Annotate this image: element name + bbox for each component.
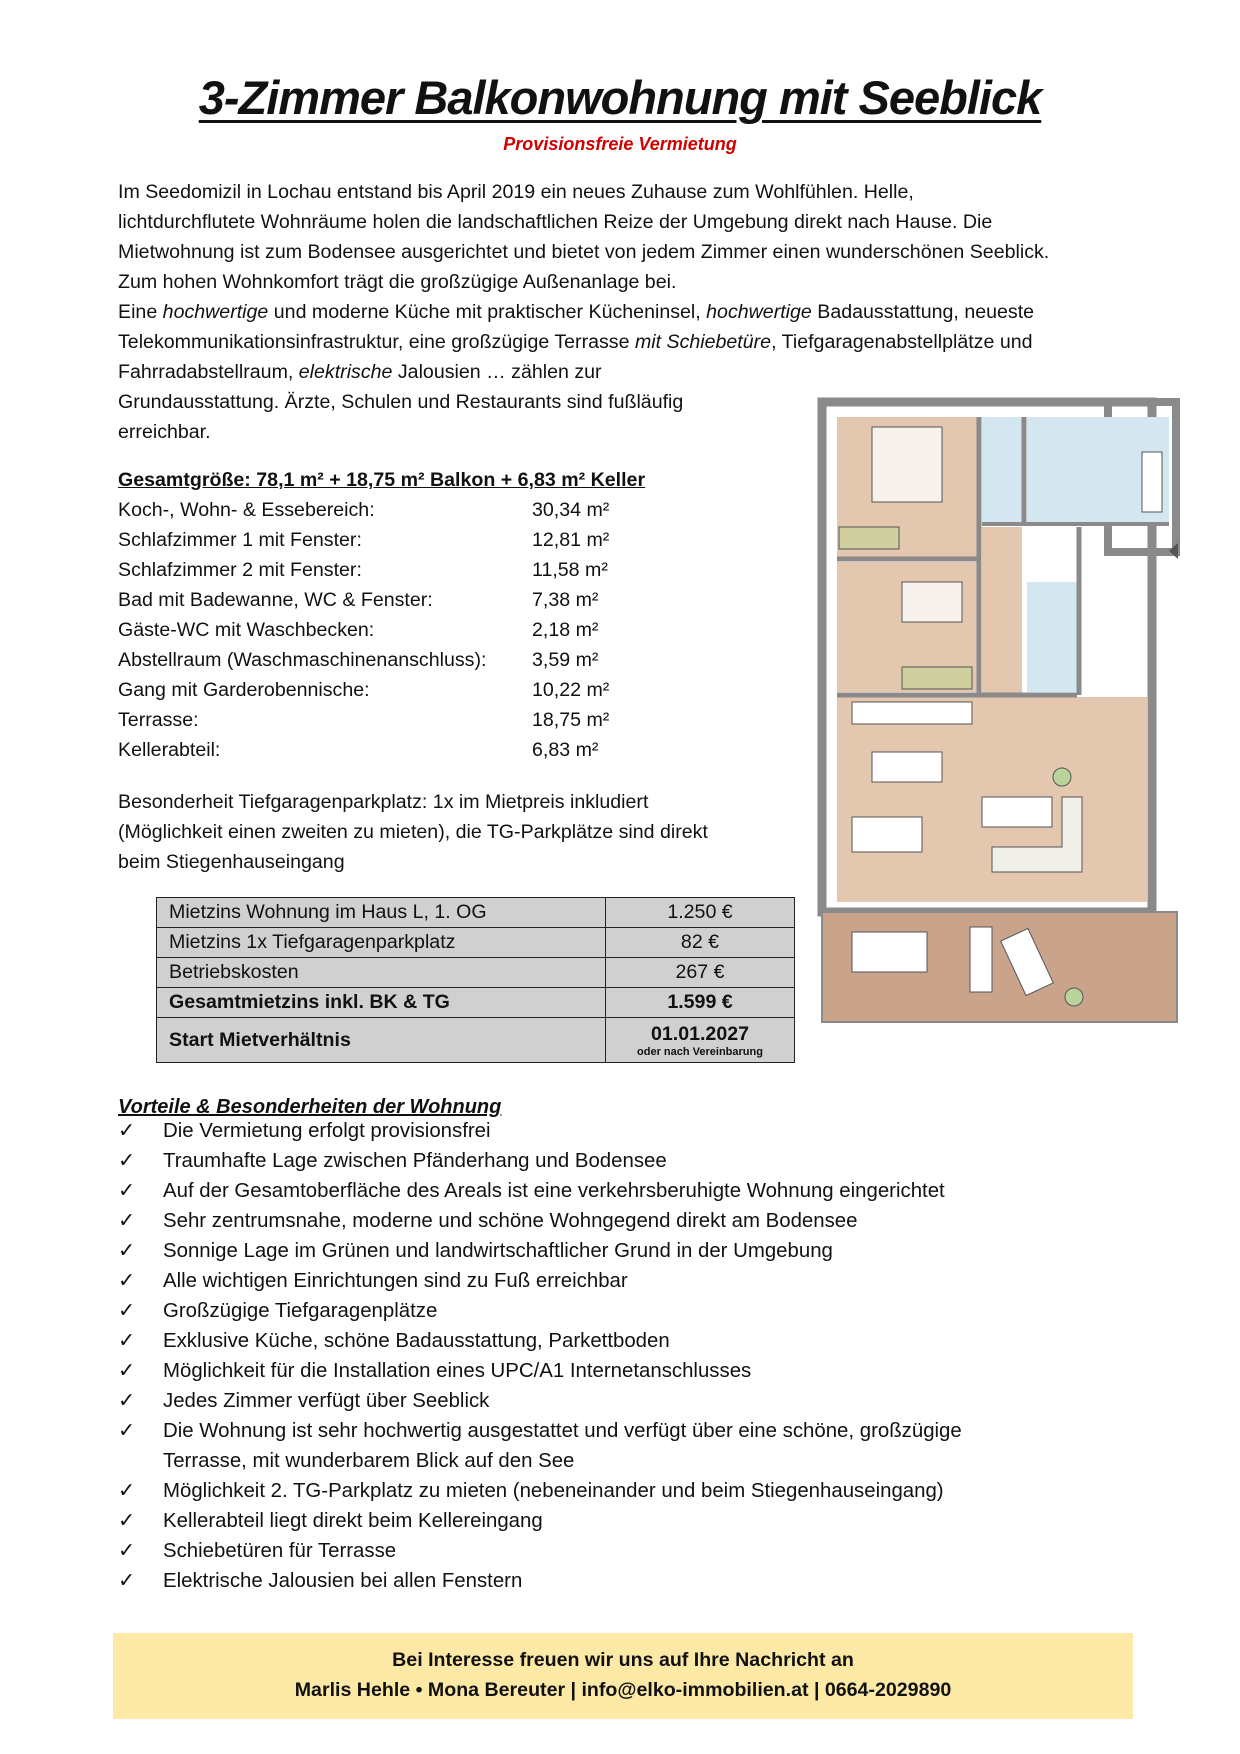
advantage-text: Sonnige Lage im Grünen und landwirtschaftlicher Grund in der Umgebung	[163, 1240, 833, 1262]
table-row	[157, 988, 795, 1018]
check-icon: ✓	[118, 1270, 136, 1292]
room-label: Gang mit Garderobennische:	[118, 679, 370, 701]
advantage-text: Alle wichtigen Einrichtungen sind zu Fuß erreichbar	[163, 1270, 628, 1292]
guest-wc	[982, 417, 1022, 522]
advantage-text: Die Vermietung erfolgt provisionsfrei	[163, 1120, 491, 1142]
parking-note-line: beim Stiegenhauseingang	[118, 851, 345, 873]
check-icon: ✓	[118, 1540, 136, 1562]
rent-label: Betriebskosten	[157, 958, 606, 988]
start-date: 01.01.2027	[650, 1022, 750, 1045]
room-area: 30,34 m²	[532, 499, 610, 521]
check-icon: ✓	[118, 1360, 136, 1382]
check-icon: ✓	[118, 1240, 136, 1262]
rent-start-label: Start Mietverhältnis	[157, 1018, 606, 1063]
rent-table	[156, 897, 795, 1063]
check-icon: ✓	[118, 1180, 136, 1202]
table-row	[157, 928, 795, 958]
advantage-text: Großzügige Tiefgaragenplätze	[163, 1300, 438, 1322]
room-area: 7,38 m²	[532, 589, 599, 611]
parking-note-line: (Möglichkeit einen zweiten zu mieten), die TG-Parkplätze sind direkt	[118, 821, 708, 843]
advantage-text: Exklusive Küche, schöne Badausstattung, Parkettboden	[163, 1330, 670, 1352]
contact-line: Bei Interesse freuen wir uns auf Ihre Nachricht an	[392, 1649, 854, 1671]
advantage-text: Möglichkeit 2. TG-Parkplatz zu mieten (nebeneinander und beim Stiegenhauseingang)	[163, 1480, 944, 1502]
check-icon: ✓	[118, 1150, 136, 1172]
rent-value: 1.250 €	[606, 898, 795, 928]
storage-room	[1027, 582, 1077, 692]
parking-note-line: Besonderheit Tiefgaragenparkplatz: 1x im Mietpreis inkludiert	[118, 791, 649, 813]
room-area: 12,81 m²	[532, 529, 610, 551]
room-label: Kellerabteil:	[118, 739, 221, 761]
check-icon: ✓	[118, 1300, 136, 1322]
room-area: 10,22 m²	[532, 679, 610, 701]
room-label: Schlafzimmer 1 mit Fenster:	[118, 529, 362, 551]
room-label: Abstellraum (Waschmaschinenanschluss):	[118, 649, 487, 671]
advantage-text: Elektrische Jalousien bei allen Fenstern	[163, 1570, 523, 1592]
intro-line: Fahrradabstellraum, elektrische Jalousien … zählen zur	[118, 361, 602, 383]
check-icon: ✓	[118, 1480, 136, 1502]
advantages-heading: Vorteile & Besonderheiten der Wohnung	[118, 1096, 502, 1118]
advantage-text: Schiebetüren für Terrasse	[163, 1540, 397, 1562]
advantage-text: Jedes Zimmer verfügt über Seeblick	[163, 1390, 490, 1412]
floor-plan-image	[812, 397, 1185, 1026]
rent-label: Mietzins Wohnung im Haus L, 1. OG	[157, 898, 606, 928]
hallway	[982, 527, 1022, 697]
check-icon: ✓	[118, 1510, 136, 1532]
intro-line: Eine hochwertige und moderne Küche mit praktischer Kücheninsel, hochwertige Badausstattung, neueste	[118, 301, 1035, 323]
intro-line: Mietwohnung ist zum Bodensee ausgerichtet und bietet von jedem Zimmer einen wunderschönen Seeblick.	[118, 241, 1050, 263]
check-icon: ✓	[118, 1210, 136, 1232]
room-label: Schlafzimmer 2 mit Fenster:	[118, 559, 362, 581]
advantage-text: Die Wohnung ist sehr hochwertig ausgestattet und verfügt über eine schöne, großzügige	[163, 1420, 962, 1442]
advantage-text: Möglichkeit für die Installation eines UPC/A1 Internetanschlusses	[163, 1360, 752, 1382]
advantage-text: Terrasse, mit wunderbarem Blick auf den See	[163, 1450, 575, 1472]
check-icon: ✓	[118, 1420, 136, 1442]
rent-label: Mietzins 1x Tiefgaragenparkplatz	[157, 928, 606, 958]
room-area: 6,83 m²	[532, 739, 599, 761]
table-row	[157, 1018, 795, 1063]
table-row	[157, 958, 795, 988]
rent-start-value	[606, 1018, 795, 1063]
advantage-text: Sehr zentrumsnahe, moderne und schöne Wohngegend direkt am Bodensee	[163, 1210, 858, 1232]
start-date-note: oder nach Vereinbarung	[637, 1045, 763, 1058]
room-label: Bad mit Badewanne, WC & Fenster:	[118, 589, 433, 611]
intro-line: Telekommunikationsinfrastruktur, eine großzügige Terrasse mit Schiebetüre, Tiefgaragenabstellplätze und	[118, 331, 1033, 353]
room-label: Gäste-WC mit Waschbecken:	[118, 619, 375, 641]
advantage-text: Auf der Gesamtoberfläche des Areals ist eine verkehrsberuhigte Wohnung eingerichtet	[163, 1180, 945, 1202]
intro-line: erreichbar.	[118, 421, 211, 443]
check-icon: ✓	[118, 1570, 136, 1592]
advantage-text: Traumhafte Lage zwischen Pfänderhang und Bodensee	[163, 1150, 667, 1172]
room-area: 11,58 m²	[532, 559, 608, 581]
parking-note	[118, 787, 798, 877]
intro-line: Zum hohen Wohnkomfort trägt die großzügige Außenanlage bei.	[118, 271, 677, 293]
rent-total-value: 1.599 €	[606, 988, 795, 1018]
table-row	[157, 898, 795, 928]
advantage-text: Kellerabteil liegt direkt beim Kellereingang	[163, 1510, 543, 1532]
intro-line: Im Seedomizil in Lochau entstand bis April 2019 ein neues Zuhause zum Wohlfühlen. Helle,	[118, 181, 914, 203]
intro-line: Grundausstattung. Ärzte, Schulen und Restaurants sind fußläufig	[118, 391, 684, 413]
check-icon: ✓	[118, 1330, 136, 1352]
room-area: 2,18 m²	[532, 619, 599, 641]
room-label: Terrasse:	[118, 709, 199, 731]
page-title: 3-Zimmer Balkonwohnung mit Seeblick	[198, 71, 1042, 124]
room-area: 18,75 m²	[532, 709, 610, 731]
check-icon: ✓	[118, 1120, 136, 1142]
page-subtitle: Provisionsfreie Vermietung	[503, 134, 737, 154]
rent-value: 267 €	[606, 958, 795, 988]
contact-box	[113, 1633, 1133, 1719]
size-heading: Gesamtgröße: 78,1 m² + 18,75 m² Balkon + 6,83 m² Keller	[118, 469, 646, 491]
intro-line: lichtdurchflutete Wohnräume holen die landschaftlichen Reize der Umgebung direkt nach Hause. Die	[118, 211, 993, 233]
contact-details: Marlis Hehle • Mona Bereuter | info@elko-immobilien.at | 0664-2029890	[294, 1679, 952, 1701]
room-area: 3,59 m²	[532, 649, 599, 671]
room-label: Koch-, Wohn- & Essebereich:	[118, 499, 375, 521]
rent-value: 82 €	[606, 928, 795, 958]
rent-total-label: Gesamtmietzins inkl. BK & TG	[157, 988, 606, 1018]
check-icon: ✓	[118, 1390, 136, 1412]
